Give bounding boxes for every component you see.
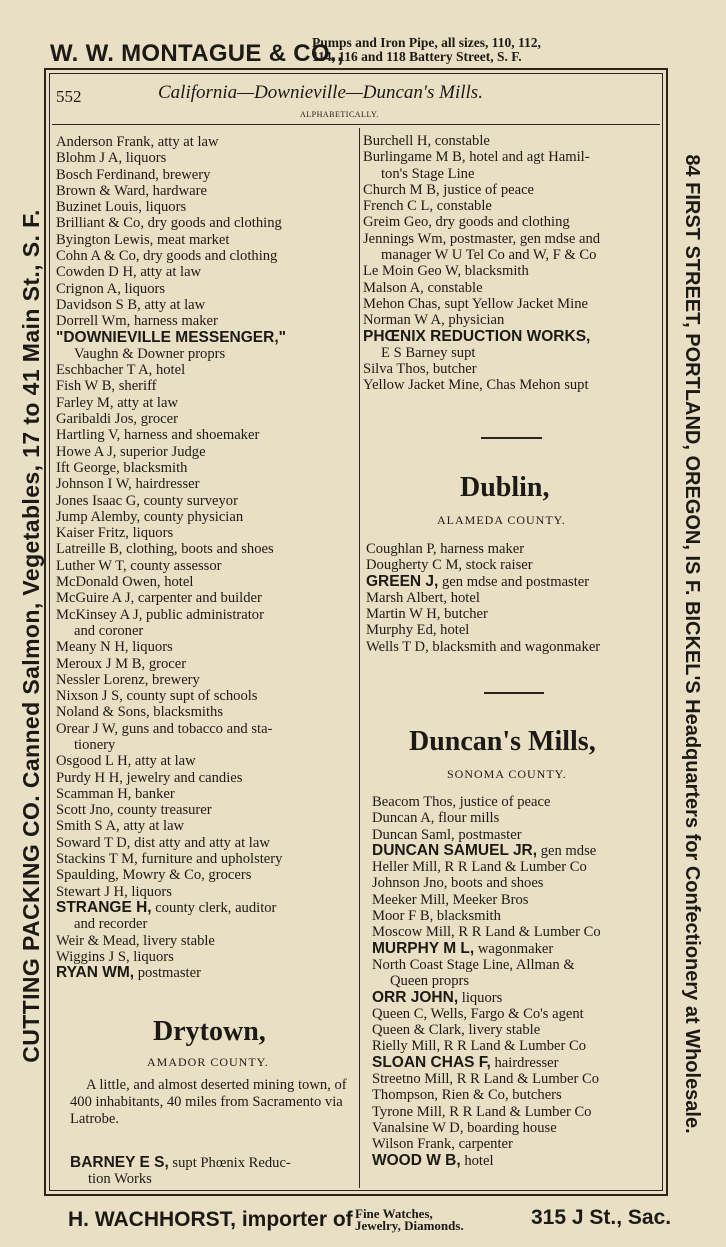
entry-text: Byington Lewis, meat market <box>56 231 230 248</box>
entry-text: Stackins T M, furniture and upholstery <box>56 851 283 868</box>
entry-text: Luther W T, county assessor <box>56 557 222 574</box>
directory-entry <box>363 214 600 230</box>
entry-name-bold: BARNEY E S, <box>70 1154 169 1171</box>
entry-description: liquors <box>458 989 503 1006</box>
directory-entry <box>56 574 286 590</box>
directory-entry <box>56 541 286 557</box>
entry-name-bold: DUNCAN SAMUEL JR, <box>372 841 538 859</box>
dublin-directory <box>366 541 600 655</box>
directory-entry <box>56 378 286 394</box>
entry-name-bold: PHŒNIX REDUCTION WORKS, <box>363 327 591 345</box>
entry-text: Vaughn & Downer proprs <box>74 345 226 362</box>
entry-text: Noland & Sons, blacksmiths <box>56 704 224 721</box>
directory-entry <box>56 786 286 802</box>
directory-entry <box>56 656 286 672</box>
entry-text: Garibaldi Jos, grocer <box>56 411 178 428</box>
drytown-description: A little, and almost deserted mining town, of 400 inhabitants, 40 miles from Sacramento via Latrobe. <box>70 1077 347 1127</box>
directory-entry <box>56 721 286 737</box>
directory-entry <box>363 231 600 247</box>
directory-entry <box>56 183 286 199</box>
directory-entry <box>372 1104 601 1120</box>
entry-text: North Coast Stage Line, Allman & <box>372 956 575 973</box>
entry-text: Fish W B, sheriff <box>56 378 157 395</box>
directory-entry <box>56 867 286 883</box>
directory-entry <box>56 150 286 166</box>
entry-name-bold: "DOWNIEVILLE MESSENGER," <box>56 328 286 346</box>
directory-entry <box>372 843 601 859</box>
directory-entry <box>372 1120 601 1136</box>
entry-text: Jump Alemby, county physician <box>56 508 244 525</box>
page-number: 552 <box>56 87 82 106</box>
drytown-directory <box>70 1155 291 1188</box>
entry-text: Johnson Jno, boots and shoes <box>372 875 544 892</box>
entry-text: Davidson S B, atty at law <box>56 296 206 313</box>
entry-description: hotel <box>460 1152 494 1169</box>
entry-name-bold: ORR JOHN, <box>372 988 459 1006</box>
directory-entry-continuation <box>56 623 286 639</box>
left-column-directory <box>56 134 286 981</box>
directory-entry <box>56 493 286 509</box>
directory-entry <box>56 933 286 949</box>
top-ad-line1: Pumps and Iron Pipe, all sizes, 110, 112, <box>312 35 541 50</box>
directory-entry <box>372 1022 601 1038</box>
entry-text: Moor F B, blacksmith <box>372 908 501 925</box>
entry-text: Buzinet Louis, liquors <box>56 199 187 216</box>
county-label-dublin: ALAMEDA COUNTY. <box>437 513 566 527</box>
directory-entry <box>372 1071 601 1087</box>
directory-entry <box>56 134 286 150</box>
directory-entry <box>372 941 601 957</box>
entry-text: Nessler Lorenz, brewery <box>56 671 200 688</box>
entry-text: ton's Stage Line <box>381 165 475 182</box>
entry-text: Smith S A, atty at law <box>56 818 185 835</box>
bottom-advertisement <box>68 1200 672 1240</box>
top-ad-firm: W. W. MONTAGUE & CO., <box>50 40 344 67</box>
directory-entry-continuation <box>363 247 600 263</box>
directory-entry <box>56 199 286 215</box>
directory-entry <box>56 395 286 411</box>
entry-text: Marsh Albert, hotel <box>366 589 480 606</box>
entry-text: Weir & Mead, livery stable <box>56 932 215 949</box>
directory-entry <box>366 590 600 606</box>
entry-text: Meroux J M B, grocer <box>56 655 187 672</box>
directory-entry <box>56 884 286 900</box>
entry-text: Osgood L H, atty at law <box>56 753 196 770</box>
directory-entry <box>372 794 601 810</box>
directory-entry <box>56 232 286 248</box>
entry-text: McDonald Owen, hotel <box>56 574 194 591</box>
entry-text: Eschbacher T A, hotel <box>56 362 186 379</box>
page-subtitle: ALPHABETICALLY. <box>300 110 379 119</box>
county-label-duncans-mills: SONOMA COUNTY. <box>447 767 567 781</box>
directory-entry <box>366 622 600 638</box>
entry-text: Le Moin Geo W, blacksmith <box>363 263 529 280</box>
entry-text: Queen proprs <box>390 973 470 990</box>
entry-name-bold: MURPHY M L, <box>372 939 475 957</box>
top-ad-line2: 114, 116 and 118 Battery Street, S. F. <box>312 49 522 64</box>
directory-entry <box>372 892 601 908</box>
directory-entry <box>56 264 286 280</box>
directory-entry <box>363 280 600 296</box>
entry-text: Brown & Ward, hardware <box>56 182 207 199</box>
entry-name-bold: GREEN J, <box>366 572 439 590</box>
entry-text: Nixson J S, county supt of schools <box>56 688 258 705</box>
entry-text: Wells T D, blacksmith and wagonmaker <box>366 638 601 655</box>
directory-entry <box>56 965 286 981</box>
entry-text: Soward T D, dist atty and atty at law <box>56 834 270 851</box>
directory-entry <box>56 835 286 851</box>
page-title: California—Downieville—Duncan's Mills. <box>158 82 483 103</box>
directory-entry <box>56 330 286 346</box>
entry-text: Mehon Chas, supt Yellow Jacket Mine <box>363 295 588 312</box>
directory-entry <box>56 558 286 574</box>
directory-entry <box>366 574 600 590</box>
directory-entry <box>372 990 601 1006</box>
directory-entry <box>56 248 286 264</box>
entry-text: Meany N H, liquors <box>56 639 173 656</box>
entry-text: Brilliant & Co, dry goods and clothing <box>56 215 282 232</box>
directory-entry <box>56 607 286 623</box>
entry-text: Crignon A, liquors <box>56 280 166 297</box>
entry-text: tionery <box>74 736 116 753</box>
column-divider <box>359 128 360 1188</box>
town-heading-duncans-mills: Duncan's Mills, <box>409 726 596 757</box>
town-heading-dublin: Dublin, <box>460 472 550 503</box>
entry-text: Wilson Frank, carpenter <box>372 1136 513 1153</box>
right-margin-advertisement: 84 FIRST STREET, PORTLAND, OREGON, IS F. BICKEL'S Headquarters for Confectionery at Wholesale. <box>681 154 703 1134</box>
entry-text: Thompson, Rien & Co, butchers <box>372 1087 562 1104</box>
directory-entry-continuation <box>56 916 286 932</box>
entry-text: Howe A J, superior Judge <box>56 443 206 460</box>
entry-text: McGuire A J, carpenter and builder <box>56 590 262 607</box>
entry-text: Stewart J H, liquors <box>56 883 172 900</box>
directory-entry <box>363 263 600 279</box>
entry-text: Scamman H, banker <box>56 785 175 802</box>
entry-text: Scott Jno, county treasurer <box>56 802 212 819</box>
entry-text: Streetno Mill, R R Land & Lumber Co <box>372 1071 599 1088</box>
entry-name-bold: RYAN WM, <box>56 964 135 982</box>
entry-text: Tyrone Mill, R R Land & Lumber Co <box>372 1103 592 1120</box>
directory-entry-continuation <box>56 346 286 362</box>
directory-entry <box>366 557 600 573</box>
bottom-ad-firm: H. WACHHORST, importer of <box>68 1208 353 1231</box>
entry-text: Malson A, constable <box>363 279 483 296</box>
directory-entry <box>56 427 286 443</box>
directory-entry <box>372 875 601 891</box>
entry-text: Dorrell Wm, harness maker <box>56 313 218 330</box>
directory-entry <box>363 312 600 328</box>
entry-text: Norman W A, physician <box>363 312 505 329</box>
entry-text: Queen & Clark, livery stable <box>372 1022 541 1039</box>
entry-text: Rielly Mill, R R Land & Lumber Co <box>372 1038 587 1055</box>
directory-entry <box>56 476 286 492</box>
entry-text: Vanalsine W D, boarding house <box>372 1119 557 1136</box>
entry-text: manager W U Tel Co and W, F & Co <box>381 247 597 264</box>
directory-entry <box>56 949 286 965</box>
entry-text: Purdy H H, jewelry and candies <box>56 769 243 786</box>
directory-entry <box>56 802 286 818</box>
directory-entry <box>372 1055 601 1071</box>
entry-description: supt Phœnix Reduc- <box>168 1155 291 1171</box>
entry-text: Spaulding, Mowry & Co, grocers <box>56 867 252 884</box>
duncans-mills-directory <box>372 794 601 1169</box>
entry-text: Church M B, justice of peace <box>363 181 535 198</box>
directory-entry <box>366 606 600 622</box>
bottom-ad-line1: Fine Watches, <box>355 1206 433 1221</box>
directory-entry <box>363 296 600 312</box>
directory-entry <box>56 770 286 786</box>
entry-text: Farley M, atty at law <box>56 394 178 411</box>
directory-entry <box>363 198 600 214</box>
directory-entry <box>372 1038 601 1054</box>
entry-text: Heller Mill, R R Land & Lumber Co <box>372 859 587 876</box>
entry-text: tion Works <box>88 1171 152 1188</box>
entry-text: Silva Thos, butcher <box>363 361 477 378</box>
directory-entry <box>56 313 286 329</box>
entry-text: Queen C, Wells, Fargo & Co's agent <box>372 1005 584 1022</box>
entry-text: Burlingame M B, hotel and agt Hamil- <box>363 149 590 166</box>
directory-entry-continuation <box>56 737 286 753</box>
directory-entry <box>363 133 600 149</box>
directory-entry <box>56 851 286 867</box>
directory-entry <box>56 460 286 476</box>
right-column-downieville-continued <box>363 133 600 394</box>
directory-entry <box>372 810 601 826</box>
directory-entry <box>363 329 600 345</box>
entry-text: Blohm J A, liquors <box>56 150 167 167</box>
entry-text: Jones Isaac G, county surveyor <box>56 492 238 509</box>
entry-text: Burchell H, constable <box>363 133 490 149</box>
entry-text: Duncan A, flour mills <box>372 810 500 827</box>
directory-entry <box>366 541 600 557</box>
town-heading-drytown: Drytown, <box>153 1016 266 1047</box>
section-rule-2 <box>484 692 544 694</box>
directory-entry <box>372 908 601 924</box>
directory-entry <box>56 362 286 378</box>
entry-text: Johnson I W, hairdresser <box>56 476 200 493</box>
entry-text: Beacom Thos, justice of peace <box>372 794 551 810</box>
bottom-ad-line2: Jewelry, Diamonds. <box>355 1218 464 1233</box>
directory-entry-continuation <box>70 1171 291 1187</box>
entry-text: Hartling V, harness and shoemaker <box>56 427 260 444</box>
directory-entry <box>372 957 601 973</box>
directory-entry <box>372 827 601 843</box>
directory-entry <box>372 1136 601 1152</box>
directory-entry <box>56 753 286 769</box>
entry-text: Bosch Ferdinand, brewery <box>56 166 211 183</box>
directory-entry <box>56 590 286 606</box>
entry-name-bold: SLOAN CHAS F, <box>372 1053 491 1071</box>
entry-text: Meeker Mill, Meeker Bros <box>372 891 529 908</box>
entry-text: McKinsey A J, public administrator <box>56 606 264 623</box>
bottom-ad-goods <box>355 1208 464 1232</box>
header-divider <box>52 124 660 125</box>
entry-text: Kaiser Fritz, liquors <box>56 525 174 542</box>
directory-entry <box>56 167 286 183</box>
entry-text: and coroner <box>74 622 144 639</box>
top-ad-details <box>312 36 541 64</box>
entry-text: Murphy Ed, hotel <box>366 622 470 639</box>
directory-entry <box>56 281 286 297</box>
directory-entry <box>363 182 600 198</box>
directory-entry <box>56 639 286 655</box>
entry-description: wagonmaker <box>474 940 554 957</box>
directory-entry <box>56 215 286 231</box>
directory-entry <box>56 672 286 688</box>
directory-entry <box>363 361 600 377</box>
entry-text: and recorder <box>74 916 148 933</box>
entry-description: gen mdse and postmaster <box>438 573 590 590</box>
entry-text: French C L, constable <box>363 198 492 215</box>
entry-text: Duncan Saml, postmaster <box>372 826 522 843</box>
section-rule-1 <box>481 437 542 439</box>
directory-entry <box>363 149 600 165</box>
directory-entry <box>372 1087 601 1103</box>
entry-text: Cowden D H, atty at law <box>56 264 202 281</box>
directory-entry <box>56 509 286 525</box>
entry-text: Moscow Mill, R R Land & Lumber Co <box>372 924 601 941</box>
directory-entry <box>372 924 601 940</box>
directory-entry <box>56 704 286 720</box>
directory-entry <box>56 297 286 313</box>
entry-text: Martin W H, butcher <box>366 606 488 623</box>
entry-description: postmaster <box>134 965 201 982</box>
directory-entry-continuation <box>363 345 600 361</box>
directory-entry <box>56 688 286 704</box>
directory-entry <box>363 377 600 393</box>
entry-description: hairdresser <box>490 1054 559 1071</box>
entry-text: Greim Geo, dry goods and clothing <box>363 214 570 231</box>
directory-entry <box>56 411 286 427</box>
entry-text: Latreille B, clothing, boots and shoes <box>56 541 274 558</box>
directory-entry-continuation <box>372 973 601 989</box>
entry-text: Dougherty C M, stock raiser <box>366 557 533 574</box>
bottom-ad-address: 315 J St., Sac. <box>531 1206 672 1229</box>
entry-text: Yellow Jacket Mine, Chas Mehon supt <box>363 377 589 394</box>
entry-description: gen mdse <box>537 842 597 859</box>
directory-entry <box>56 900 286 916</box>
entry-text: Jennings Wm, postmaster, gen mdse and <box>363 230 601 247</box>
entry-text: Coughlan P, harness maker <box>366 541 525 557</box>
directory-entry <box>372 1006 601 1022</box>
entry-name-bold: WOOD W B, <box>372 1151 461 1169</box>
directory-entry <box>372 859 601 875</box>
directory-entry <box>56 444 286 460</box>
entry-name-bold: STRANGE H, <box>56 898 152 916</box>
entry-description: county clerk, auditor <box>151 899 277 916</box>
entry-text: Wiggins J S, liquors <box>56 948 174 965</box>
entry-text: Orear J W, guns and tobacco and sta- <box>56 720 273 737</box>
entry-text: Anderson Frank, atty at law <box>56 134 219 150</box>
left-margin-advertisement: CUTTING PACKING CO. Canned Salmon, Vegetables, 17 to 41 Main St., S. F. <box>18 209 44 1063</box>
county-label-drytown: AMADOR COUNTY. <box>147 1055 269 1069</box>
directory-entry <box>372 1153 601 1169</box>
directory-entry <box>70 1155 291 1171</box>
directory-entry <box>56 818 286 834</box>
entry-text: Ift George, blacksmith <box>56 459 188 476</box>
entry-text: Cohn A & Co, dry goods and clothing <box>56 248 278 265</box>
entry-text: E S Barney supt <box>381 344 476 361</box>
directory-entry <box>366 639 600 655</box>
directory-entry-continuation <box>363 166 600 182</box>
directory-entry <box>56 525 286 541</box>
